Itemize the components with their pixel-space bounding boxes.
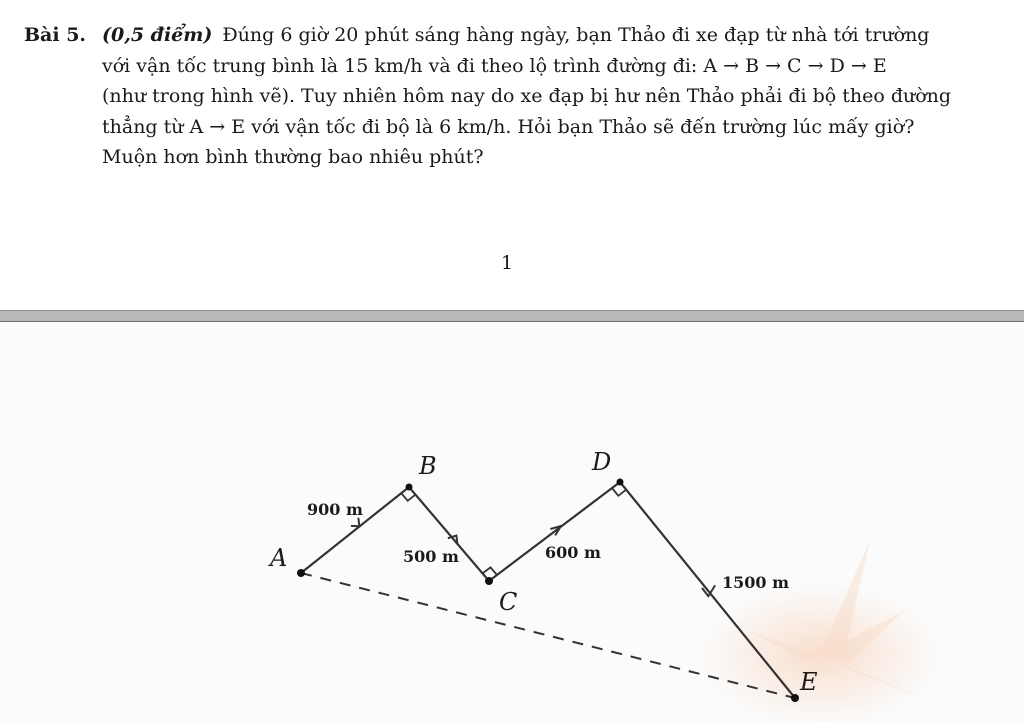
route-diagram bbox=[0, 322, 1024, 723]
vertex-a bbox=[297, 569, 305, 577]
problem-line-2: với vận tốc trung bình là 15 km/h và đi theo lộ trình đường đi: A → B → C → D → E bbox=[102, 54, 887, 77]
length-cd: 600 m bbox=[545, 543, 601, 562]
label-e: E bbox=[800, 668, 818, 696]
label-a: A bbox=[270, 544, 288, 572]
problem-points: (0,5 điểm) bbox=[102, 24, 213, 46]
problem-first-line bbox=[24, 20, 974, 51]
vertex-d bbox=[617, 479, 624, 486]
problem-line-5: Muộn hơn bình thường bao nhiêu phút? bbox=[102, 146, 484, 168]
problem-line-1: Đúng 6 giờ 20 phút sáng hàng ngày, bạn Thảo đi xe đạp từ nhà tới trường bbox=[222, 24, 930, 46]
label-d: D bbox=[592, 448, 612, 476]
problem-line-4: thẳng từ A → E với vận tốc đi bộ là 6 km/h. Hỏi bạn Thảo sẽ đến trường lúc mấy giờ? bbox=[102, 115, 915, 138]
route-figure bbox=[0, 322, 1024, 723]
vertex-e bbox=[791, 694, 799, 702]
length-ab: 900 m bbox=[307, 500, 363, 519]
length-de: 1500 m bbox=[722, 573, 790, 592]
label-b: B bbox=[419, 452, 437, 480]
right-angle-b bbox=[401, 493, 415, 501]
problem-line-3: (như trong hình vẽ). Tuy nhiên hôm nay do xe đạp bị hư nên Thảo phải đi bộ theo đường bbox=[102, 85, 952, 107]
problem-label: Bài 5. bbox=[24, 24, 87, 46]
vertex-b bbox=[406, 484, 413, 491]
page-divider bbox=[0, 310, 1024, 322]
label-c: C bbox=[499, 588, 518, 616]
length-bc: 500 m bbox=[403, 547, 459, 566]
right-angle-c bbox=[483, 567, 498, 575]
right-angle-d bbox=[612, 488, 626, 496]
page-number: 1 bbox=[500, 252, 514, 274]
light-glare bbox=[700, 540, 940, 723]
vertex-c bbox=[485, 577, 493, 585]
problem-statement bbox=[24, 20, 974, 173]
arrow-ab bbox=[351, 518, 360, 526]
